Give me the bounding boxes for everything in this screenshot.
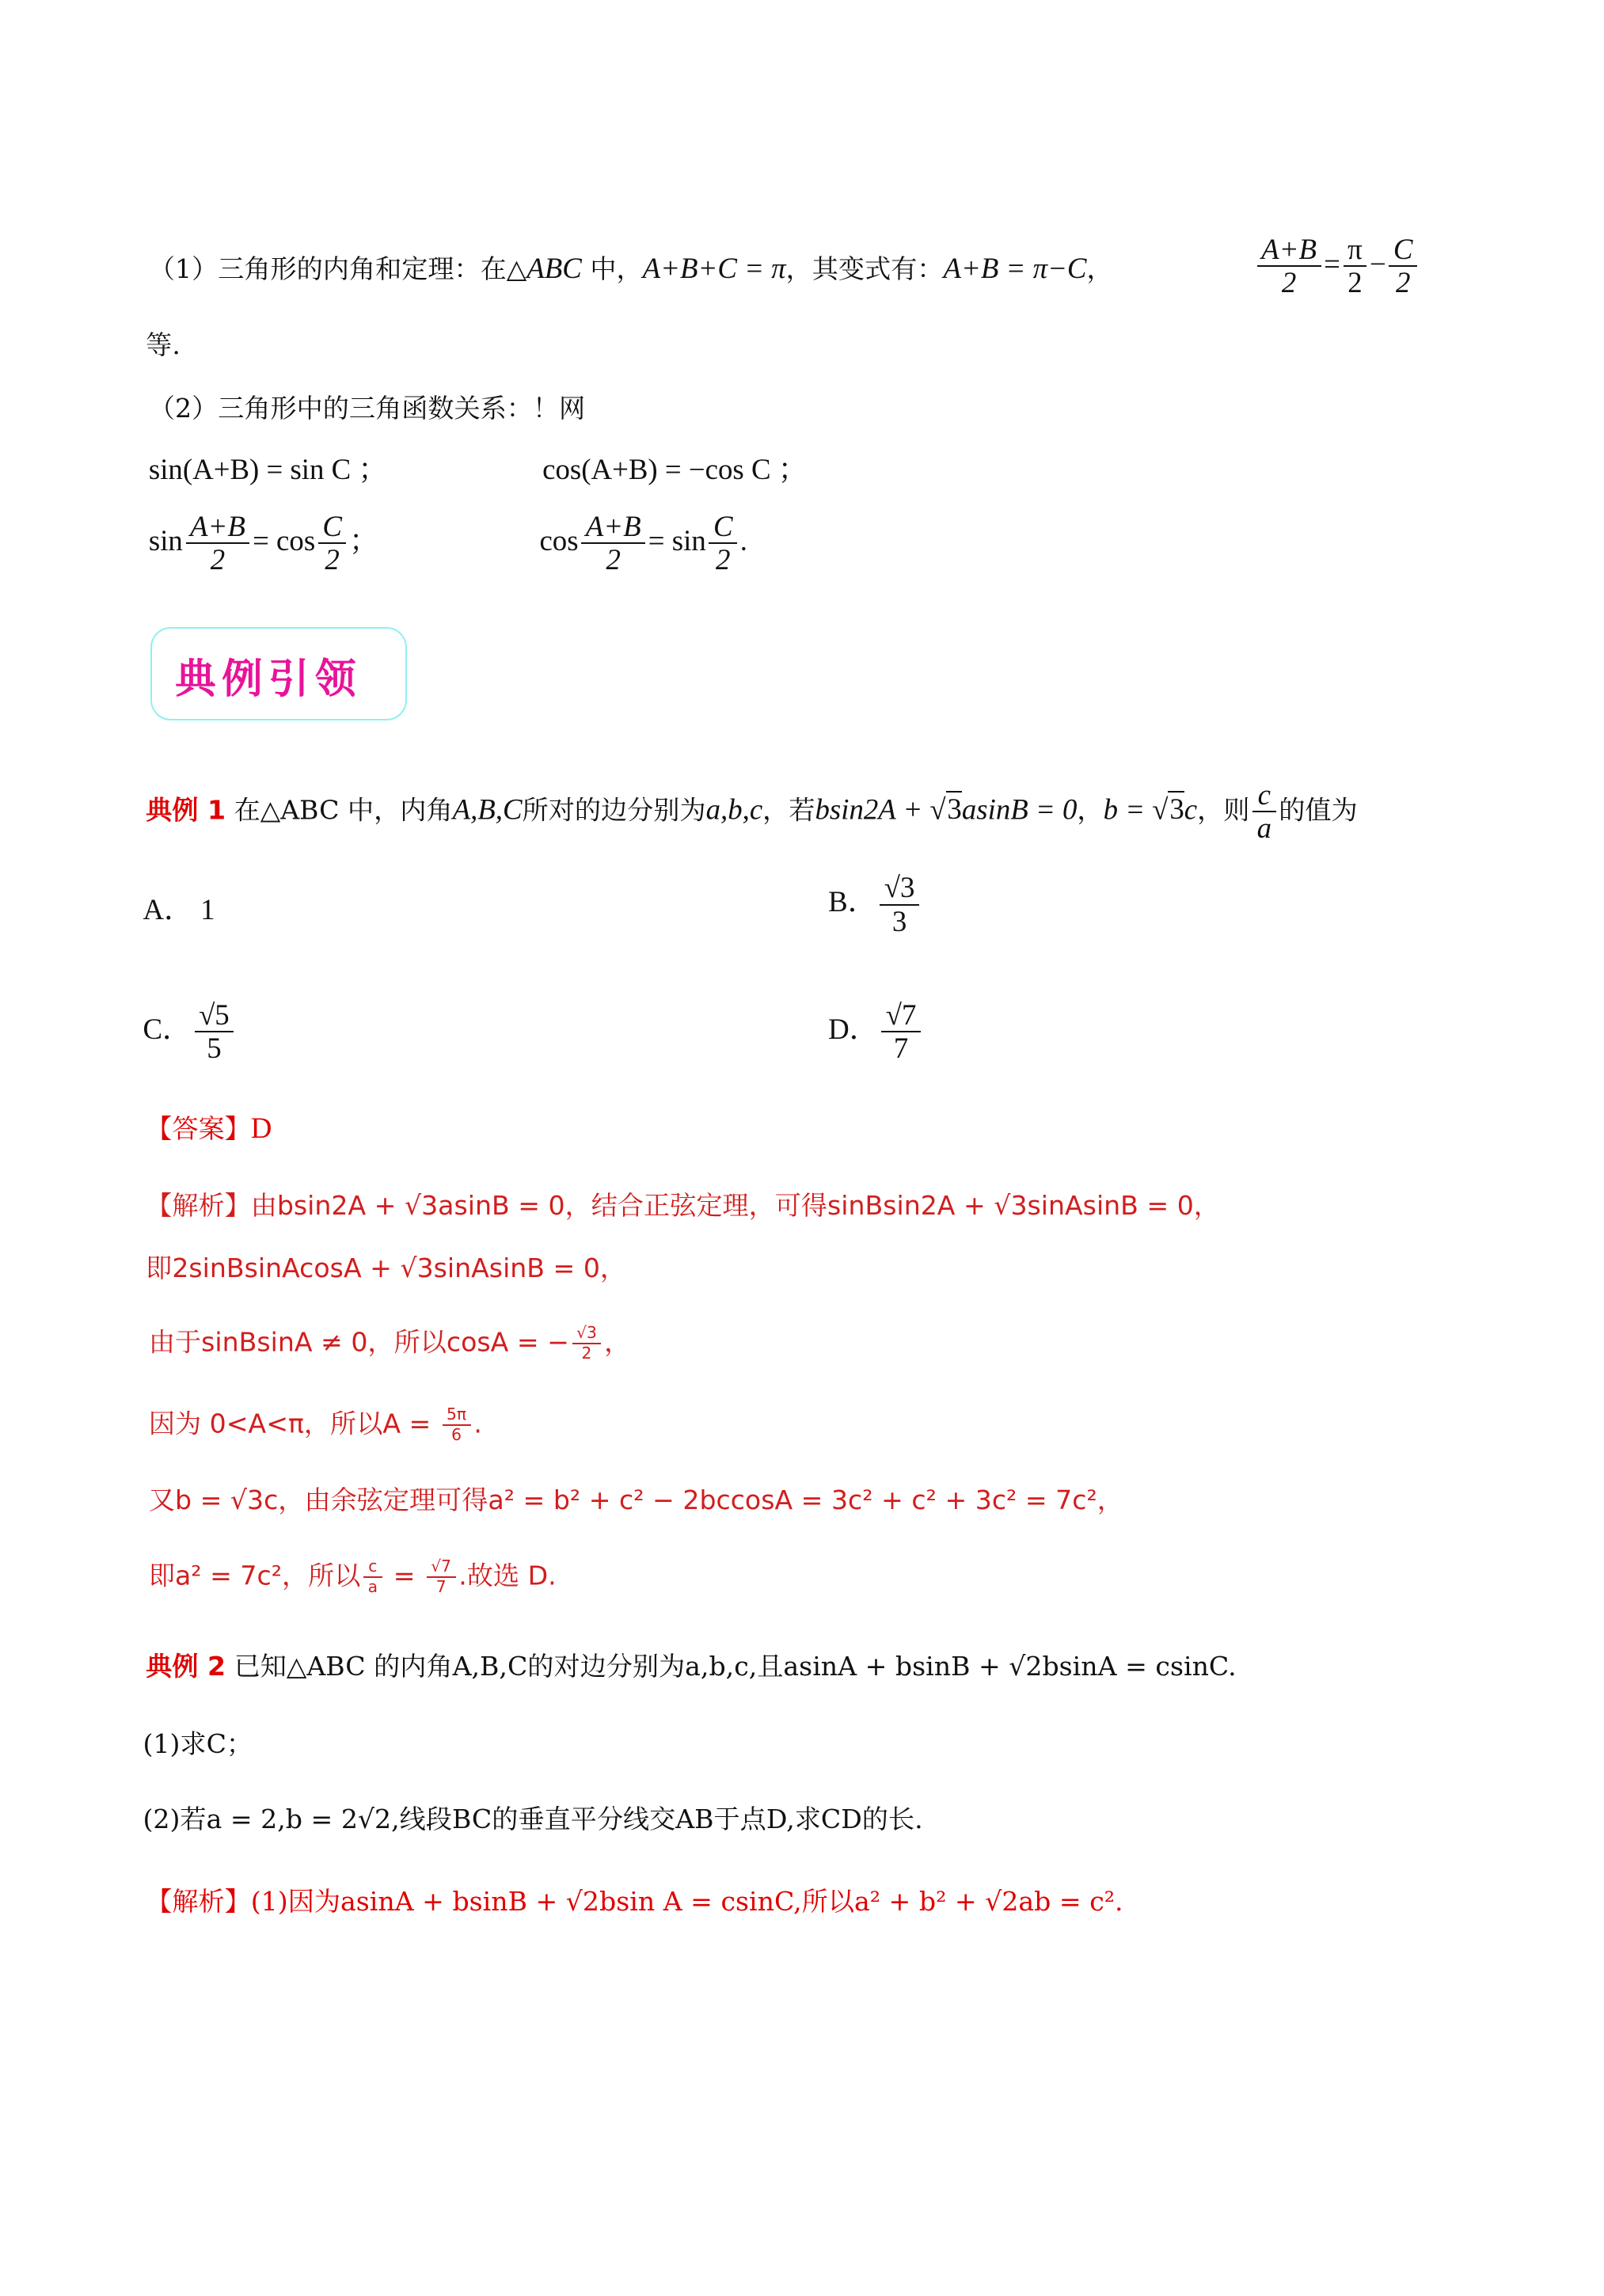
numerator: A+B — [186, 511, 250, 545]
s1-mid2: ，其变式有： — [785, 253, 944, 284]
eq: = sin — [648, 523, 706, 557]
denominator: 2 — [1281, 266, 1297, 299]
section2-title: （2）三角形中的三角函数关系：！网 — [148, 392, 586, 424]
fraction — [881, 999, 921, 1065]
formula-sin-sum: sin(A+B) = sin C ； — [148, 452, 388, 485]
denominator: 2 — [581, 1344, 592, 1363]
banner-box — [150, 627, 407, 720]
analysis-line-2: 即2sinBsinAcosA + √3sinAsinB = 0， — [146, 1253, 627, 1284]
analysis-text: 由于sinBsinA ≠ 0，所以cosA = − — [148, 1326, 569, 1358]
q-radicand: 3 — [947, 793, 962, 826]
example2-text: 已知△ABC 的内角A,B,C的对边分别为a,b,c,且asinA + bsinB + √2bsinA = csinC. — [234, 1651, 1237, 1682]
option-value: 1 — [200, 893, 215, 926]
numerator: 5π — [443, 1405, 471, 1426]
analysis-text: 因为 0<A<π，所以A = — [148, 1408, 439, 1439]
fraction — [186, 511, 250, 576]
analysis-end: ， — [604, 1326, 631, 1358]
denominator: 7 — [435, 1576, 447, 1596]
numerator: c — [363, 1557, 382, 1578]
section1-tail: 等. — [146, 329, 181, 361]
analysis-text: (1)因为asinA + bsinB + √2bsin A = csinC,所以a² + b² + √2ab = c². — [250, 1885, 1123, 1917]
q-radicand: 3 — [1169, 793, 1184, 826]
analysis-end: .故选 D. — [458, 1560, 557, 1591]
numerator: √3 — [572, 1324, 602, 1344]
analysis-line-6 — [149, 1557, 557, 1597]
option-letter: A． — [143, 893, 193, 926]
q-text: 的值为 — [1279, 794, 1358, 826]
example2-question — [146, 1649, 1236, 1684]
example2-part2: (2)若a = 2,b = 2√2,线段BC的垂直平分线交AB于点D,求CD的长. — [143, 1804, 923, 1835]
s1-mid1: 中， — [581, 253, 643, 284]
section1-fraction-formula — [1254, 234, 1420, 299]
denominator: 7 — [893, 1032, 909, 1065]
denominator: 2 — [716, 543, 731, 576]
option-d[interactable] — [828, 999, 923, 1065]
analysis-text: 即a² = 7c²，所以 — [148, 1560, 361, 1591]
formula-sin-half — [149, 511, 378, 576]
analysis-label: 【解析】 — [146, 1885, 251, 1917]
section1-line — [149, 251, 1113, 287]
denominator: 5 — [207, 1032, 222, 1065]
option-b[interactable] — [828, 872, 922, 937]
q-cond: asinB = 0 — [961, 793, 1078, 826]
fraction — [572, 1324, 602, 1363]
formula-cos-half — [539, 511, 747, 576]
fraction — [709, 511, 737, 576]
answer-line — [146, 1111, 272, 1146]
denominator: a — [367, 1576, 378, 1596]
banner-title: 典例引领 — [175, 656, 362, 704]
q-sep: ， — [1077, 794, 1104, 826]
q-cond: b = √ — [1103, 793, 1169, 826]
denominator: 3 — [891, 904, 907, 937]
fraction — [1389, 234, 1417, 299]
numerator: c — [1252, 779, 1275, 813]
denominator: 2 — [1395, 266, 1411, 299]
equals: = — [1324, 247, 1340, 280]
numerator: A+B — [1257, 234, 1321, 268]
eq: = — [385, 1560, 424, 1591]
q-sides: a,b,c — [705, 793, 763, 826]
numerator: √5 — [195, 999, 234, 1033]
option-a[interactable] — [143, 892, 215, 927]
numerator: C — [1389, 234, 1417, 268]
option-letter: C． — [143, 1012, 192, 1045]
fn: sin — [148, 523, 183, 557]
numerator: π — [1344, 234, 1367, 268]
q-text: ，若 — [762, 794, 815, 826]
analysis-line-4 — [149, 1405, 482, 1445]
denominator: 6 — [451, 1425, 462, 1445]
fraction — [880, 872, 919, 937]
fraction — [427, 1557, 456, 1597]
fraction — [363, 1557, 382, 1597]
analysis-end: . — [473, 1408, 482, 1439]
s1-eq1: A+B+C = π — [642, 251, 786, 284]
answer-value: D — [250, 1112, 272, 1145]
q-text: 在△ABC 中，内角 — [234, 794, 453, 826]
fraction — [1344, 234, 1367, 299]
fraction — [1257, 234, 1321, 299]
fraction — [195, 999, 234, 1065]
example2-part1: (1)求C； — [143, 1728, 253, 1759]
denominator: 2 — [210, 543, 226, 576]
option-c[interactable] — [143, 999, 236, 1065]
numerator: C — [318, 511, 347, 545]
end: . — [739, 523, 747, 557]
fraction — [318, 511, 347, 576]
denominator: 2 — [606, 543, 621, 576]
q-text: ，则 — [1197, 794, 1250, 826]
q-cond: bsin2A + √ — [815, 793, 946, 826]
numerator: √3 — [880, 872, 919, 906]
q-cond: c — [1184, 793, 1198, 826]
q-angles: A,B,C — [452, 793, 523, 826]
example2-label: 典例 2 — [146, 1651, 226, 1682]
numerator: C — [709, 511, 737, 545]
s1-eq2: A+B = π−C — [943, 251, 1087, 284]
end: ； — [349, 523, 378, 557]
option-letter: B． — [828, 885, 877, 918]
analysis-line-3 — [149, 1324, 630, 1363]
s1-abc: ABC — [526, 251, 582, 284]
formula-cos-sum: cos(A+B) = −cos C ； — [542, 452, 808, 485]
fraction — [581, 511, 645, 576]
option-letter: D． — [828, 1012, 879, 1045]
q-text: 所对的边分别为 — [522, 794, 706, 826]
answer-label: 【答案】 — [146, 1113, 251, 1145]
numerator: A+B — [581, 511, 645, 545]
example2-analysis — [146, 1884, 1123, 1919]
numerator: √7 — [427, 1557, 456, 1578]
analysis-line-1: 【解析】由bsin2A + √3asinB = 0，结合正弦定理，可得sinBsin2A + √3sinAsinB = 0， — [146, 1190, 1220, 1222]
denominator: 2 — [325, 543, 340, 576]
minus: − — [1369, 247, 1386, 280]
s1-prefix: （1）三角形的内角和定理：在△ — [148, 253, 527, 284]
fraction — [1252, 779, 1275, 845]
analysis-line-5: 又b = √3c，由余弦定理可得a² = b² + c² − 2bccosA = 3c² + c² + 3c² = 7c²， — [148, 1484, 1123, 1516]
fn: cos — [539, 523, 579, 557]
denominator: 2 — [1347, 266, 1363, 299]
denominator: a — [1256, 812, 1271, 845]
example1-label: 典例 1 — [146, 794, 226, 826]
numerator: √7 — [881, 999, 921, 1033]
eq: = cos — [253, 523, 316, 557]
s1-sep: ， — [1086, 253, 1113, 284]
fraction — [443, 1405, 471, 1445]
example1-question — [146, 779, 1357, 845]
